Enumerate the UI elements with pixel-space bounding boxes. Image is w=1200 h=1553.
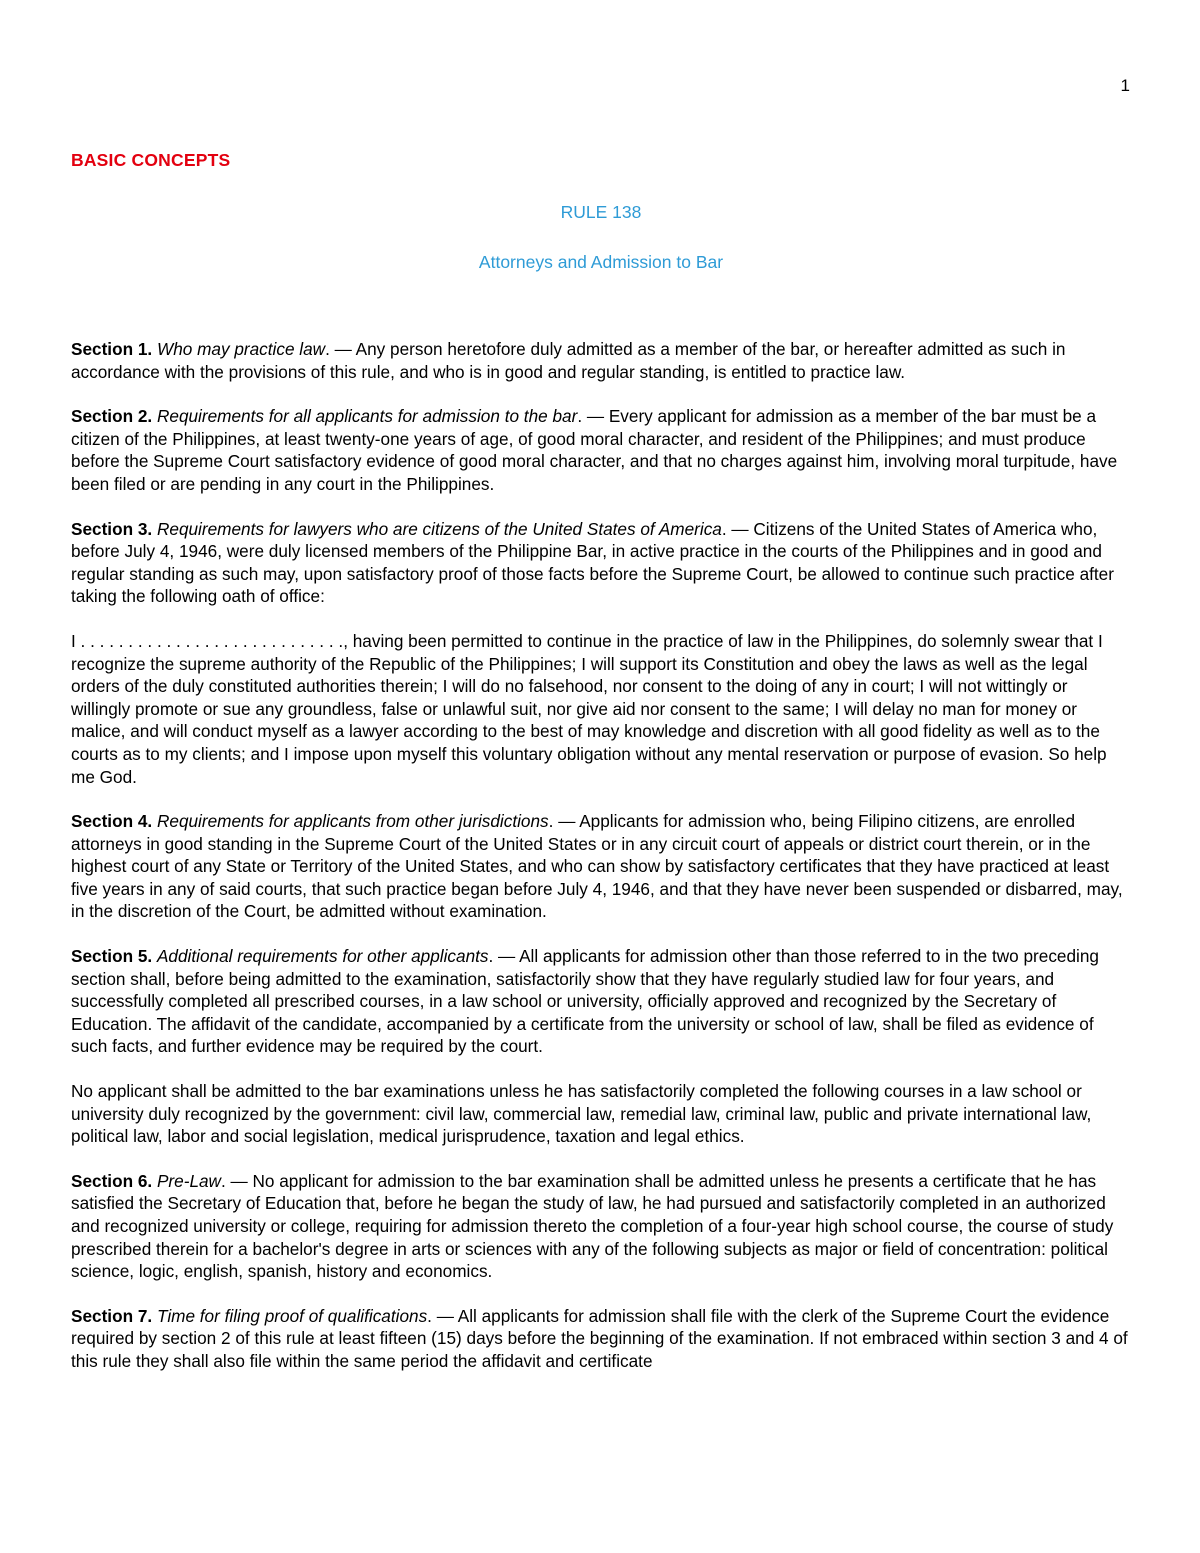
section-1-body: . — Any person heretofore duly admitted as a member of the bar, or hereafter admitted as such in accordance with the provisions of this rule, and who is in good and regular standing, is entitled to practice law.: [71, 339, 1066, 382]
page-number: 1: [1120, 76, 1130, 95]
oath-paragraph: I . . . . . . . . . . . . . . . . . . . . . . . . . . . ., having been permitted to continue in the practice of law in the Philippines, do solemnly swear that I recognize the supreme authority of the Republic of the Philippines; I will support its Constitution and obey the laws as well as the legal orders of the duly constituted authorities therein; I will do no falsehood, nor consent to the doing of any in court; I will not wittingly or willingly promote or sue any groundless, false or unlawful suit, nor give aid nor consent to the same; I will delay no man for money or malice, and will conduct myself as a lawyer according to the best of may knowledge and discretion with all good fidelity as well as to the courts as to my clients; and I impose upon myself this voluntary obligation without any mental reservation or purpose of evasion. So help me God.: [71, 630, 1107, 787]
section-5-label: Section 5.: [71, 946, 153, 967]
section-6-title: Pre-Law: [156, 1170, 221, 1191]
courses-paragraph: No applicant shall be admitted to the bar examinations unless he has satisfactorily completed the following courses in a law school or university duly recognized by the government: civil law, commercial law, remedial law, criminal law, public and private international law, political law, labor and social legislation, medical jurisprudence, taxation and legal ethics.: [71, 1081, 1092, 1147]
section-2-label: Section 2.: [71, 406, 153, 427]
section-1-paragraph: [71, 338, 1131, 383]
section-2-paragraph: [71, 405, 1131, 495]
section-7-body: . — All applicants for admission shall file with the clerk of the Supreme Court the evidence required by section 2 of this rule at least fifteen (15) days before the beginning of the examination. If not embraced within section 3 and 4 of this rule they shall also file within the same period the affidavit and certificate: [71, 1305, 1128, 1371]
section-3-body: . — Citizens of the United States of America who, before July 4, 1946, were duly licensed members of the Philippine Bar, in active practice in the courts of the Philippines and in good and regular standing as such may, upon satisfactory proof of those facts before the Supreme Court, be allowed to continue such practice after taking the following oath of office:: [71, 518, 1114, 607]
section-4-body: . — Applicants for admission who, being Filipino citizens, are enrolled attorneys in good standing in the Supreme Court of the United States or in any circuit court of appeals or district court therein, or in the highest court of any State or Territory of the United States, and who can show by satisfactory certificates that they have practiced at least five years in any of said courts, that such practice began before July 4, 1946, and that they have never been suspended or disbarred, may, in the discretion of the Court, be admitted without examination.: [71, 811, 1123, 922]
section-5-title: Additional requirements for other applicants: [156, 946, 489, 967]
section-1-title: Who may practice law: [156, 339, 326, 359]
section-6-body: . — No applicant for admission to the bar examination shall be admitted unless he presents a certificate that he has satisfied the Secretary of Education that, before he began the study of law, he had pursued and satisfactorily completed in an authorized and recognized university or college, requiring for admission thereto the completion of a four-year high school course, the course of study prescribed therein for a bachelor's degree in arts or sciences with any of the following subjects as major or field of concentration: political science, logic, english, spanish, history and economics.: [71, 1170, 1114, 1282]
section-3-label: Section 3.: [71, 518, 153, 539]
section-7-label: Section 7.: [71, 1305, 153, 1326]
section-6-paragraph: [71, 1170, 1131, 1283]
document-heading: BASIC CONCEPTS: [71, 150, 231, 170]
section-1-label: Section 1.: [71, 339, 153, 359]
section-5-paragraph: [71, 945, 1131, 1058]
document-body: [71, 150, 1131, 1373]
section-6-label: Section 6.: [71, 1170, 153, 1191]
section-2-title: Requirements for all applicants for admission to the bar: [156, 406, 578, 427]
rule-subtitle: Attorneys and Admission to Bar: [478, 252, 724, 272]
section-7-paragraph: [71, 1305, 1131, 1373]
section-7-title: Time for filing proof of qualifications: [156, 1305, 428, 1326]
section-3-title: Requirements for lawyers who are citizens of the United States of America: [156, 518, 722, 539]
section-2-body: . — Every applicant for admission as a member of the bar must be a citizen of the Philippines, at least twenty-one years of age, of good moral character, and resident of the Philippines; and must produce before the Supreme Court satisfactory evidence of good moral character, and that no charges against him, involving moral turpitude, have been filed or are pending in any court in the Philippines.: [71, 406, 1118, 494]
rule-number: RULE 138: [560, 202, 642, 222]
section-4-label: Section 4.: [71, 811, 153, 832]
section-3-paragraph: [71, 518, 1131, 608]
section-5-body: . — All applicants for admission other than those referred to in the two preceding section shall, before being admitted to the examination, satisfactorily show that they have regularly studied law for four years, and successfully completed all prescribed courses, in a law school or university, officially approved and recognized by the Secretary of Education. The affidavit of the candidate, accompanied by a certificate from the university or school of law, shall be filed as evidence of such facts, and further evidence may be required by the court.: [71, 946, 1099, 1057]
section-4-title: Requirements for applicants from other jurisdictions: [156, 811, 549, 832]
section-4-paragraph: [71, 810, 1131, 923]
